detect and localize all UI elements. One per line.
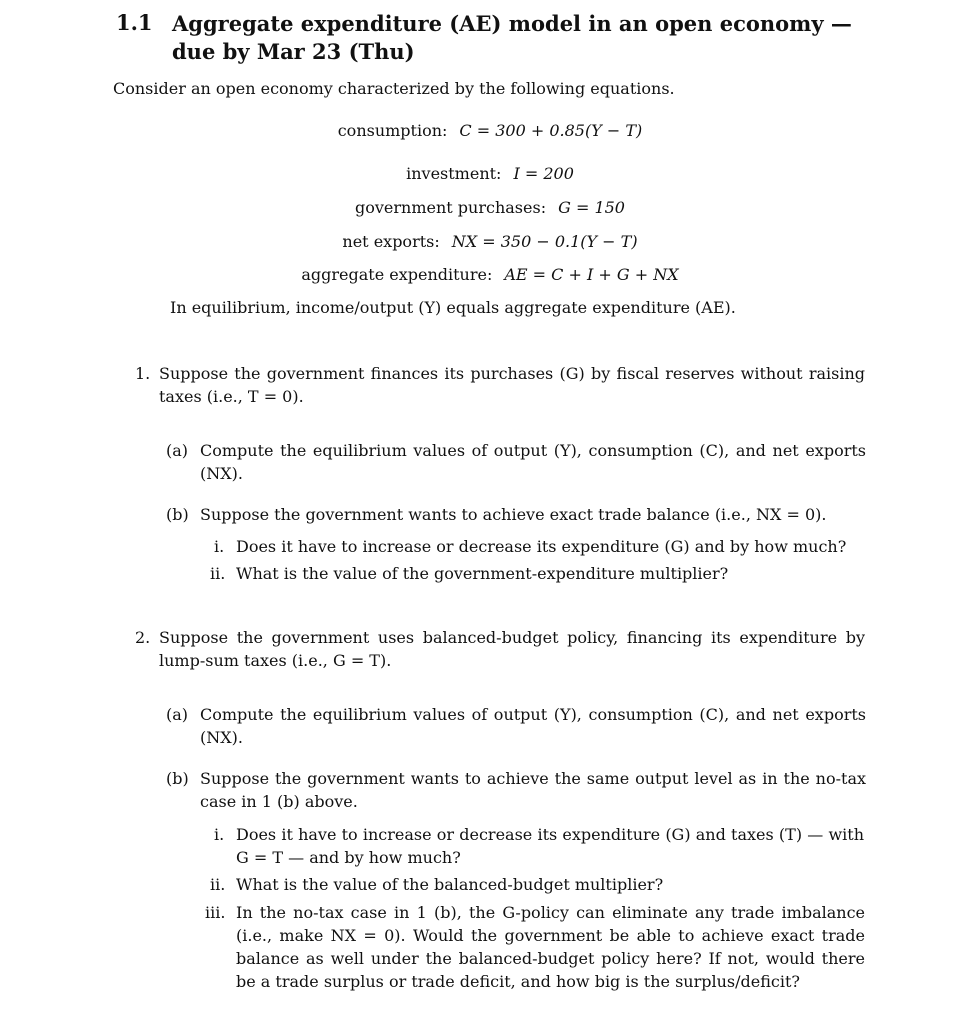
question-text: Suppose the government wants to achieve the same output level as in the no-tax case in 1 (b) above.	[200, 769, 866, 811]
question-1b	[166, 503, 866, 527]
equation-expr: I = 200	[513, 164, 574, 183]
question-1	[135, 362, 865, 410]
question-text: Does it have to increase or decrease its expenditure (G) and by how much?	[236, 537, 847, 556]
question-number: i.	[214, 825, 225, 844]
question-text: Suppose the government uses balanced-budget policy, financing its expenditure by lump-sum taxes (i.e., G = T).	[159, 628, 865, 670]
question-text: Suppose the government wants to achieve exact trade balance (i.e., NX = 0).	[200, 505, 827, 524]
equation-consumption	[0, 121, 980, 140]
equation-expr: AE = C + I + G + NX	[504, 265, 679, 284]
intro-text: Consider an open economy characterized by the following equations.	[113, 79, 675, 98]
question-number: (b)	[166, 769, 189, 788]
equilibrium-note: In equilibrium, income/output (Y) equals aggregate expenditure (AE).	[170, 298, 736, 317]
equation-label: government purchases:	[355, 198, 547, 217]
question-text: Compute the equilibrium values of output (Y), consumption (C), and net exports (NX).	[200, 705, 866, 747]
equation-label: investment:	[406, 164, 502, 183]
question-1b-i	[214, 535, 864, 559]
equation-net-exports	[0, 232, 980, 251]
question-1a	[166, 439, 866, 487]
equation-label: aggregate expenditure:	[301, 265, 493, 284]
section-number: 1.1	[116, 10, 153, 35]
question-text: What is the value of the government-expenditure multiplier?	[236, 564, 729, 583]
equation-label: net exports:	[342, 232, 440, 251]
question-1b-ii	[210, 562, 864, 586]
equation-aggregate	[0, 265, 980, 284]
question-text: Compute the equilibrium values of output (Y), consumption (C), and net exports (NX).	[200, 441, 866, 483]
question-number: (a)	[166, 705, 189, 724]
equation-investment	[0, 164, 980, 183]
question-2b-iii	[205, 901, 865, 997]
question-number: i.	[214, 537, 225, 556]
question-text: What is the value of the balanced-budget multiplier?	[236, 875, 664, 894]
equation-expr: C = 300 + 0.85(Y − T)	[459, 121, 643, 140]
section-title: Aggregate expenditure (AE) model in an open economy — due by Mar 23 (Thu)	[172, 11, 852, 64]
question-number: (a)	[166, 441, 189, 460]
question-number: (b)	[166, 505, 189, 524]
question-text: Suppose the government finances its purchases (G) by fiscal reserves without raising taxes (i.e., T = 0).	[159, 364, 865, 406]
question-2b	[166, 767, 866, 815]
equation-expr: NX = 350 − 0.1(Y − T)	[451, 232, 638, 251]
question-number: iii.	[205, 903, 226, 922]
question-number: 2.	[135, 628, 151, 647]
question-2b-i	[214, 823, 864, 871]
question-2	[135, 626, 865, 674]
question-number: ii.	[210, 564, 226, 583]
question-text: Does it have to increase or decrease its expenditure (G) and taxes (T) — with G = T — and by how much?	[236, 825, 864, 867]
question-text: In the no-tax case in 1 (b), the G-policy can eliminate any trade imbalance (i.e., make NX = 0). Would the government be able to achieve exact trade balance as well under the balanced-budget policy here? If not, would there be a trade surplus or trade deficit, and how big is the surplus/deficit?	[236, 903, 865, 991]
question-2a	[166, 703, 866, 751]
question-number: ii.	[210, 875, 226, 894]
equation-label: consumption:	[337, 121, 448, 140]
question-2b-ii	[210, 873, 864, 897]
equation-expr: G = 150	[558, 198, 625, 217]
question-number: 1.	[135, 364, 151, 383]
equation-government	[0, 198, 980, 217]
